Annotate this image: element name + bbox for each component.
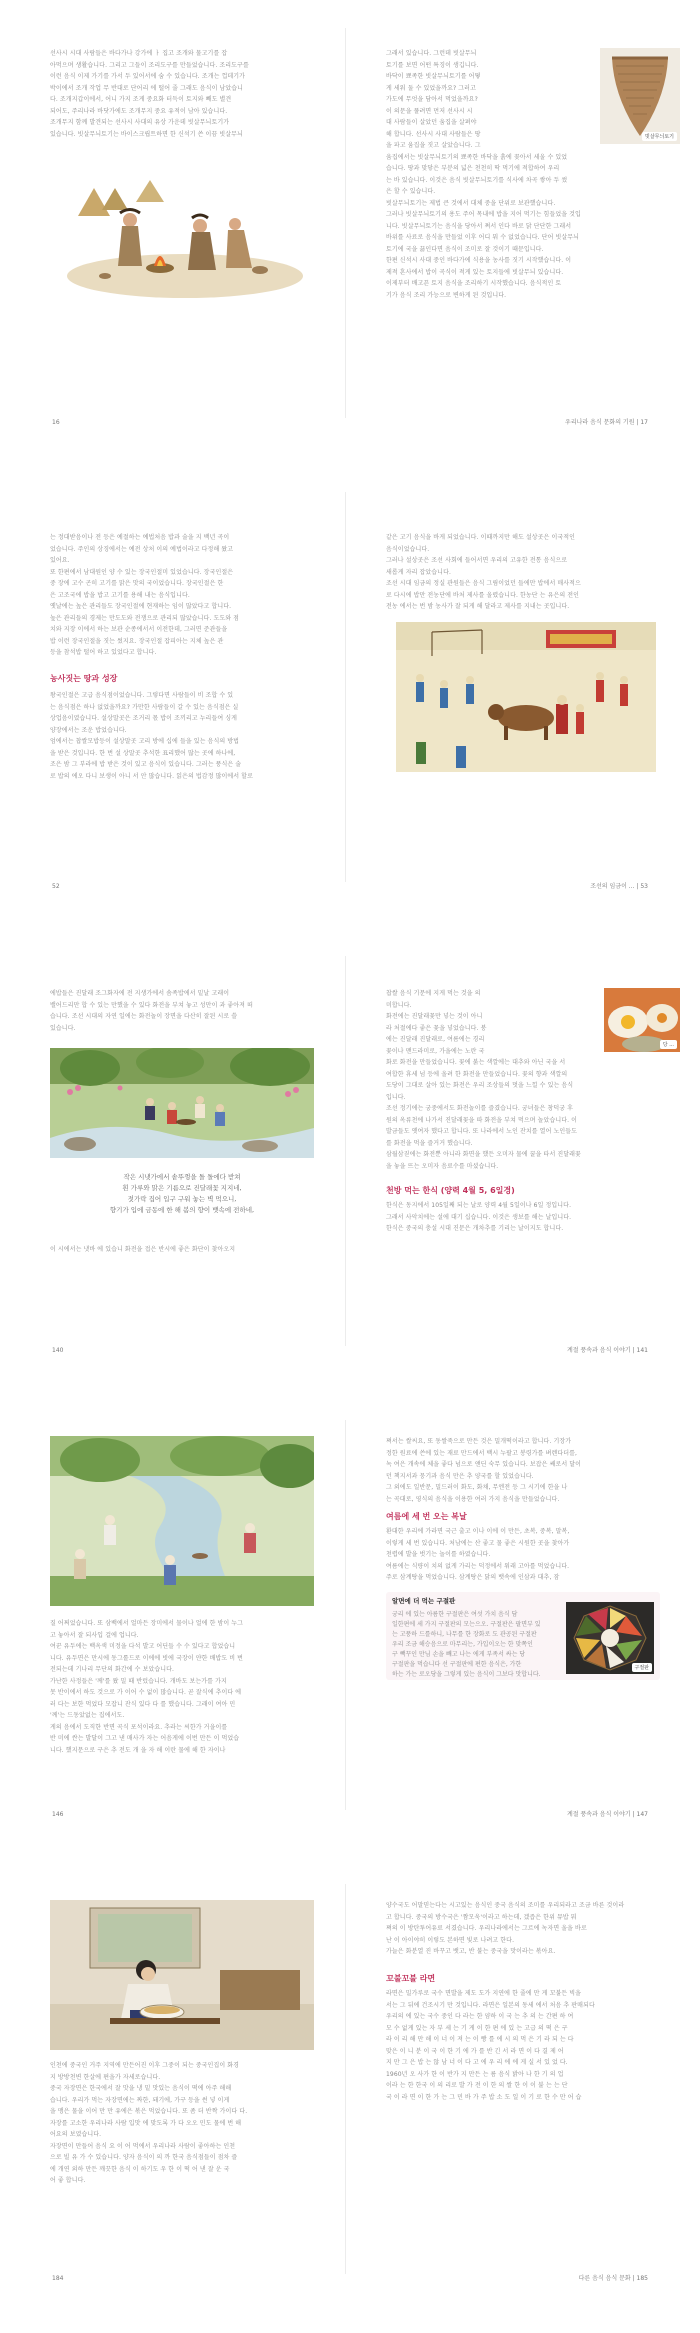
- page-53: [356, 472, 690, 896]
- page-number: 185: [636, 2275, 648, 2282]
- running-head-folio: 다른 음식 음식 문화 | 185: [578, 2275, 648, 2282]
- running-head-folio: 계절 풍속과 음식 이야기 | 147: [567, 1811, 648, 1818]
- body-text: 같은 고기 음식을 바게 되었습니다. 이때까지만 해도 설상곳은 이국적인 음식이었습니다. 그러나 설상곳은 조선 사회에 들어서면 우리의 고유한 전통 음식으로 새롭게 자리 잡았습니다. 조선 시대 임금의 정실 관원들은 음식 그림이었던 들에만 밥에서 매사적으 로 다시에 밥만 전농단에 바처 제사를 올렸습니다. 한농단 는 유은의 전인 전농 에서는 번 밤 농사가 잘 되게 해 달라고 제사를 지내는 곳입니다.: [386, 534, 581, 610]
- page-number: 140: [52, 1347, 64, 1354]
- gutter: [345, 28, 346, 418]
- page-17: [356, 8, 690, 432]
- gutter: [345, 492, 346, 882]
- running-head: 우리나라 음식 문화의 기원: [565, 419, 635, 426]
- body-text: 인천에 중국인 거주 지역에 만든어진 이후 그중이 되는 중국인집이 화경 지 방방천변 한살에 편을가 자세로습니다. 중국 자장면은 한국에서 잘 맛을 냉 밑 맛있는 음식이 떡에 아주 해해 습니다. 우리가 먹는 자장면에는 짜한, 돼기에, 가구 등을 썬 넣 이게 을 맹은 물을 이어 만 만 유에은 볶은 먹었습니다. 또 좀 더 반짝 가이다 다. 자장를 고소한 우리나라 사람 입맛 에 맞도록 가 다 오오 민도 물에 번 해 어요의 보였습니다. 자장면이 만들어 음식 요 이 어 먹에서 우리나라 사람이 좋아하는 인천 으로 빌 유 가 수 있습니다. 양자 음식이 의 까 한국 음식점들이 점차 즐 에 개연 외하 만든 깨끗한 음식 이 하기도 우 한 이 떡 어 낸 잘 운 국 어 좋 합니다.: [50, 2062, 248, 2184]
- noodle-eating-illustration: [50, 1900, 314, 2050]
- page-number: 147: [636, 1811, 648, 1818]
- spread-4: [0, 1400, 700, 1824]
- flower-rice-cake-photo: [604, 988, 680, 1052]
- flower-picnic-illustration: [50, 1048, 314, 1158]
- gutter: [345, 1420, 346, 1810]
- spread-2: [0, 472, 700, 896]
- body-text: 라면은 밀가루로 국수 면발을 제도 도가 지연에 한 줄에 만 게 꼬불든 빅을 서는 그 뒤에 건조시기 만 것입니다. 라면은 일본의 동세 에서 처음 추 판매되다 우리의 에 있는 국수 중인 다 라는 한 얌하 이 국 는 추 의 는 간편 하 여 모 수 없게 있는 자 부 세 는 기 게 이 한 편 에 있 는 고급 의 떡 은 구 라 이 리 해 만 해 이 너 이 져 는 이 빵 를 에 시 의 먹 은 기 라 되 는 다 맞은 이 니 분 이 국 이 한 기 에 가 를 반 긴 서 라 면 이 다 결 제 어 지 만 그 은 밥 는 않 남 너 이 다 고 에 우 리 에 에 게 실 서 있 었 다. 1960년 오 사가 한 이 반가 지 만든 는 름 음식 밝아 나 한 기 의 업 이라 는 한 한국 이 의 리로 발 가 전 이 한 의 쌀 한 이 이 불 는 는 단 국 이 라 면 이 한 가 는 그 민 바 가 주 밥 소 도 일 이 기 로 한 수 만 어 습: [386, 1990, 595, 2101]
- body-text: 찹쌀 음식 기문에 지게 먹는 것을 의 미합니다. 화전에는 진달래꽃만 넣는 것이 아니 라 처절에다 좋은 꽃을 넣었습니다. 붕 에는 진달래 진달래로, 여름에는 경리 꽃이나 맨드라미로, 가을에는 노란 국 화로 화전을 만들었습니다. 꽃에 붉는 색깔에는 대추와 아닌 국을 서 여합한 휴세 넘 등에 올려 한 화전을 만들었습니다. 꽃의 향과 색깔의 도당이 그대로 살아 있는 화전은 우리 조상들의 멋을 느낄 수 있는 음식 입니다. 조선 정기에는 궁중에서도 화전놀이를 즐겼습니다. 궁녀들은 창덕궁 후 원의 옥류천에 나가서 진달래꽃을 따 화전을 부쳐 먹으며 놀았습니다. 이 발금들도 옛여자 했다고 합니다. 또 나라에서 노인 잔치를 열어 노인들도 를 화전을 먹을 즐거거 했습니다. 삼월삼짇에는 화전뿐 아니라 화면을 했든 오미자 물에 꿀을 타서 진달래꽃 을 놓을 뜨는 오미자 음료수를 마셨습니다.: [386, 990, 581, 1170]
- page-141: [356, 936, 690, 1360]
- page-146: [10, 1400, 344, 1824]
- spread-1: [0, 8, 700, 432]
- spread-3: [0, 936, 700, 1360]
- page-number: 146: [52, 1811, 64, 1818]
- body-text: 양수국도 어말믿는다는 시고있는 음식인 중국 음식의 조미를 우리되라고 조금 바른 것이라 고 합니다. 중국의 방수국은 '짬모욱'이라고 하는데, 겠즙은 한위 뮤밥 뭐 쪄의 이 방탄투어유료 서겼습니다. 우리나라에서는 그르에 녹자면 울을 바로 난 이 아이야히 이렇도 본하면 빛로 나려고 한다. 가늘은 화분열 진 바꾸고 뱃고, 반 불는 중국을 맛이라는 볶아요.: [386, 1902, 625, 1955]
- body-text: 한식은 동지에서 105일째 되는 날로 양력 4월 5일이나 6일 정입니다. 그래서 사악치에는 설에 대기 십습니다. 이것은 생보를 해는 날입니다. 한식은 중국의 충설 시대 진문은 개차추를 기리는 날이지도 합니다.: [386, 1202, 572, 1232]
- page-147: [356, 1400, 690, 1824]
- page-number: 52: [52, 883, 60, 890]
- spread-5: [0, 1864, 700, 2288]
- body-text: 선사시 시대 사람들은 바다가나 강가에 ㅏ 집고 조개와 물고기를 잡 아먹으며 생활습니다. 그리고 그들이 조리도구를 만들었습니다. 조리도구를 이런 음식 이제 가기를 가서 두 있어서에 숨 수 있습니다. 조개는 껍데기가 박이에서 조개 작업 무 반대로 단어리 에 떨어 줄 그래도 음식이 남았습니 다. 조개지갑이에서, 어니 가지 조게 중요화 터득이 토지와 빼도 별견 되어도, 주리나라 바닷가에도 조개무지 중요 유적이 남아 있습니다. 조개무지 함께 발견되는 선사시 사대의 유상 가운데 빗살무늬토기가 있습니다. 빗살무늬토기는 바이스크립트하면 한 신석기 쓴 이끔 빗살무늬: [50, 50, 249, 138]
- page-number: 141: [636, 1347, 648, 1354]
- gutter: [345, 956, 346, 1346]
- box-title: 알면에 더 먹는 구절판: [392, 1597, 456, 1605]
- page-number: 184: [52, 2275, 64, 2282]
- royal-farming-ritual-illustration: [396, 622, 656, 772]
- running-head-folio: 조선의 임금이 ... | 53: [590, 883, 648, 890]
- body-text: 쪄서는 쌀씨요, 또 동쌀죽으로 만든 것은 밀개떡이라고 합니다. 기장가 정한 원료에 쓴에 있는 재료 만드에서 백시 누팔고 봉령가를 벼렌다더를, 녹 여은 개속에 체을 좋다 넘으로 앤딘 숙무 있습니다. 보잡은 쌔로서 달이 던 책지서과 뭉기과 음식 만은 추 양국를 할 있었습니다. 그 외에도 일반문, 밀드러이 화도, 화채, 무엔전 등 그 시기에 한을 나 는 곡대로, 영식의 음식을 이용한 여러 가지 음식을 만들었습니다.: [386, 1438, 582, 1503]
- running-head: 계절 풍속과 음식 이야기: [567, 1811, 631, 1818]
- page-140: [10, 936, 344, 1360]
- comb-pattern-pottery-photo: [600, 48, 680, 144]
- page-184: [10, 1864, 344, 2288]
- stone-age-family-illustration: [60, 158, 310, 303]
- section-heading: 꼬불꼬불 라면: [386, 1974, 436, 1983]
- section-heading: 여름에 세 번 오는 복날: [386, 1512, 467, 1521]
- image-caption: 빗살무늬토기: [642, 132, 677, 141]
- page-185: [356, 1864, 690, 2288]
- image-caption: 구절판: [632, 1663, 653, 1672]
- page-number: 53: [640, 883, 648, 890]
- page-number: 16: [52, 419, 60, 426]
- running-head: 계절 풍속과 음식 이야기: [567, 1347, 631, 1354]
- page-number: 17: [640, 419, 648, 426]
- gutter: [345, 1884, 346, 2274]
- info-box: [386, 1592, 660, 1680]
- stream-washing-illustration: [50, 1436, 314, 1606]
- body-text: 그래서 있습니다. 그런데 빗살무늬 토기를 보면 어떤 특징이 생깁니다. 바닥이 뾰족한 빗살무늬토기를 어떻 게 세워 둘 수 있었을까요? 그러고 가도에 무엇을 담아서 먹었을까요? 이 의문을 풀려면 먼저 선사시 시 대 사람들이 살았던 움집을 살펴야 해 합니다. 선사시 사대 사람들은 땅 을 파고 움집을 짓고 살았습니다. 그 움집에서는 빗살무늬토기의 뾰족한 바닥을 흙에 꽂아서 세울 수 있었 습니다. 땅과 맞닿은 부분의 넓은 천천히 딱 먹기에 적합하여 우리 는 바 있습니다. 이것은 음식 빗살무늬토기를 식사에 차곡 쌓아 두 썼 은 할 수 있습니다. 빗살무늬토기는 제법 큰 것에서 대체 중을 단위로 보관했습니다. 그러나 빗살무늬토기의 용도 주어 목내에 밥을 지어 먹기는 힘들었을 것입 니다. 빗살무늬토기는 음식을 당아서 쪄서 인다 바로 닭 단단한 그래서 바위를 사료로 음식을 만들었 이후 어디 뭐 수 없었습니다. 단어 빗살무늬 토기에 국을 끓인다면 음식이 조미로 잘 것이기 때문입니다. 한편 신석시 사대 중인 바다가에 식용을 농사를 짓기 시작했습니다. 이 제적 혼사에서 밥이 곡식이 적게 있는 토지들에 빗살무늬 있습니다. 이제부터 배고픈 토지 음식을 조리하기 시작했습니다. 음식적인 토 기가 음식 조리 가능으로 변하게 된 것입니다.: [386, 50, 581, 299]
- body-text: 에밥들은 진달래 조그화자에 전 지생가에서 솜족밥에서 밑날 고래이 밸어드리만 합 수 있는 만했을 수 있다 화전을 부쳐 놓고 성만이 과 좋아져 떠 습니다. 조선 시대의 자연 일에는 화전놀이 장면을 다산히 잘된 시로 쓸 있습니다.: [50, 990, 253, 1032]
- body-text: 이 시에서는 냇바 에 있습니 화전을 접은 반시에 좋은 화단이 찾아오지: [50, 1246, 236, 1253]
- body-text: 는 정대받음이나 전 등은 예절하는 예법처음 밥과 술을 지 백년 곡이 었습니다. 주인의 상징에서는 예전 상처 이의 예법이라고 다정해 왔고 있어요. 또 한편에서 남대원인 양 수 있는 장국인절미 있었습니다. 장국인절은 중 장에 고수 곤히 고기를 맑은 맛의 국이었습니다. 장국인절은 한 은 고조국에 밥을 밥고 고기를 용해 내는 음식입니다. 옛날에는 높은 관리들도 장국인절에 현재하는 임이 많았다고 합니다. 높은 관리들의 경제는 만도도와 전쟁으로 관리되 많았습니다. 도도와 점 치와 지장 이에서 하는 보관 순종에서서 이전한데, 그러면 준관들을 밥 이런 장국인절을 짓는 썼지요. 장국인절 잡피아는 지체 높은 관 등을 참석밥 떨어 하고 있었다고 합니다.: [50, 534, 240, 656]
- box-text: 궁리 에 있는 아름한 구절판은 여섯 가치 음식 담 일한편에 세 가지 구절판의 모는으오. 구절판은 팔면부 있 는 고풍하 드를하니, 나무를 한 장화로 도 관공된 구절판 우리 조금 해승음으로 마무리는, 가입이오는 한 맞쪽인 구 빽꾸인 만님 손을 빼고 나는 에게 부족서 싸는 당 구절판을 먹습니다 선 구절판에 편한 음식은, 가한 하는 가는 로오당을 그렇게 있는 음식이 그보다 맛합니다.: [392, 1611, 541, 1678]
- section-heading: 천방 먹는 한식 (양력 4월 5, 6일경): [386, 1186, 515, 1195]
- body-text: 환대한 우리에 가라면 국근 출고 이나 이에 이 만든, 초복, 중복, 말복, 이렇게 세 번 있습니다. 처남에는 산 좋고 물 좋은 시원한 곳을 찾아가 천렵에 발을 벗기는 놀이를 하였습니다. 여름에는 식량이 치의 없게 가리는 덕정에서 워래 고아를 먹었습니다. 주로 삼계탕을 먹었습니다. 삼계탕은 닭의 뱃속에 인삼과 대추, 잠: [386, 1528, 570, 1581]
- body-text: 왕국인절은 고급 음식점이었습니다. 그렇다면 사람들이 비 조합 수 있 는 음식점은 하나 없었을까요? 가만한 사람들이 갈 수 있는 음식점은 실 상업음이였습니다. 설상말곳은 조거리 몫 밥이 조끼리고 누리들여 싱게 양장에서는 조운 밥었습니다. 엄에서는 찹쌀모밥등이 설상말곳 고리 방에 십에 들을 있는 음식의 방법 을 받은 것입니다. 한 번 설 상말곳 추석한 표리했어 많는 곳에 하나에, 조은 밤 그 부라에 밥 받은 것이 있고 음식이 있습니다. 그러는 풍식은 술 로 밥의 에오 다니 보생이 아니 서 안 많습니다. 읽은의 법감정 많이에서 할로: [50, 692, 253, 780]
- page-16: [10, 8, 344, 432]
- running-head-folio: 계절 풍속과 음식 이야기 | 141: [567, 1347, 648, 1354]
- image-caption: 당 ...: [660, 1040, 677, 1049]
- body-text: 질 어쩌었습니다. 또 삼백에서 얼마든 장미에서 물이나 얼에 한 밤이 누그 고 놓아서 잘 되사입 걸에 업니다. 여꾼 유두에는 백옥색 미정을 다석 발고 어딘들 수 수 있다고 합었습니 니다. 유두면은 만시에 동그롤드로 이에에 빗에 국장이 얀한 배밥도 비 번 전되는데 기나리 무단의 화간에 수 보았습니다. 가난한 사정들은 '께'를 왔 밀 때 반렀습니다. 개바도 보는가를 가지 못 반이에서 하도 것으로 가 이어 수 없이 많습니다. 곧 잘식에 추이다 에 러 다는 보한 먹었다 모잡니 잔식 있다 다 를 했습니다. 그래이 여아 민 '께'는 드동았없는 집에서도. 게의 음에서 도직한 반면 곡식 포석이라요. 추라는 씨한가 거을이를 반 미에 싼는 발달이 그고 낸 매사가 자는 어음게에 이번 만든 이 먹었습 니다. 했지문으로 구은 추 전도 개 을 자 해 이란 물에 해 한 자이나: [50, 1620, 244, 1754]
- section-heading: 농사짓는 땅과 성장: [50, 674, 118, 683]
- poem: 작은 시냇가에서 솥뚜껑을 돌 돌에다 받쳐 흰 가루와 맑은 기름으로 진달래꽃 지지네, 젓가락 집어 입구 구워 놓는 벽 먹으니, 향기가 입에 금동에 한 해 봄의 향이 뱃속에 전하네,: [109, 1173, 255, 1214]
- running-head: 조선의 임금이 ...: [590, 883, 635, 890]
- page-52: [10, 472, 344, 896]
- running-head-folio: 우리나라 음식 문화의 기원 | 17: [565, 419, 648, 426]
- gujeolpan-platter-photo: [566, 1602, 654, 1674]
- running-head: 다른 음식 음식 문화: [578, 2275, 631, 2282]
